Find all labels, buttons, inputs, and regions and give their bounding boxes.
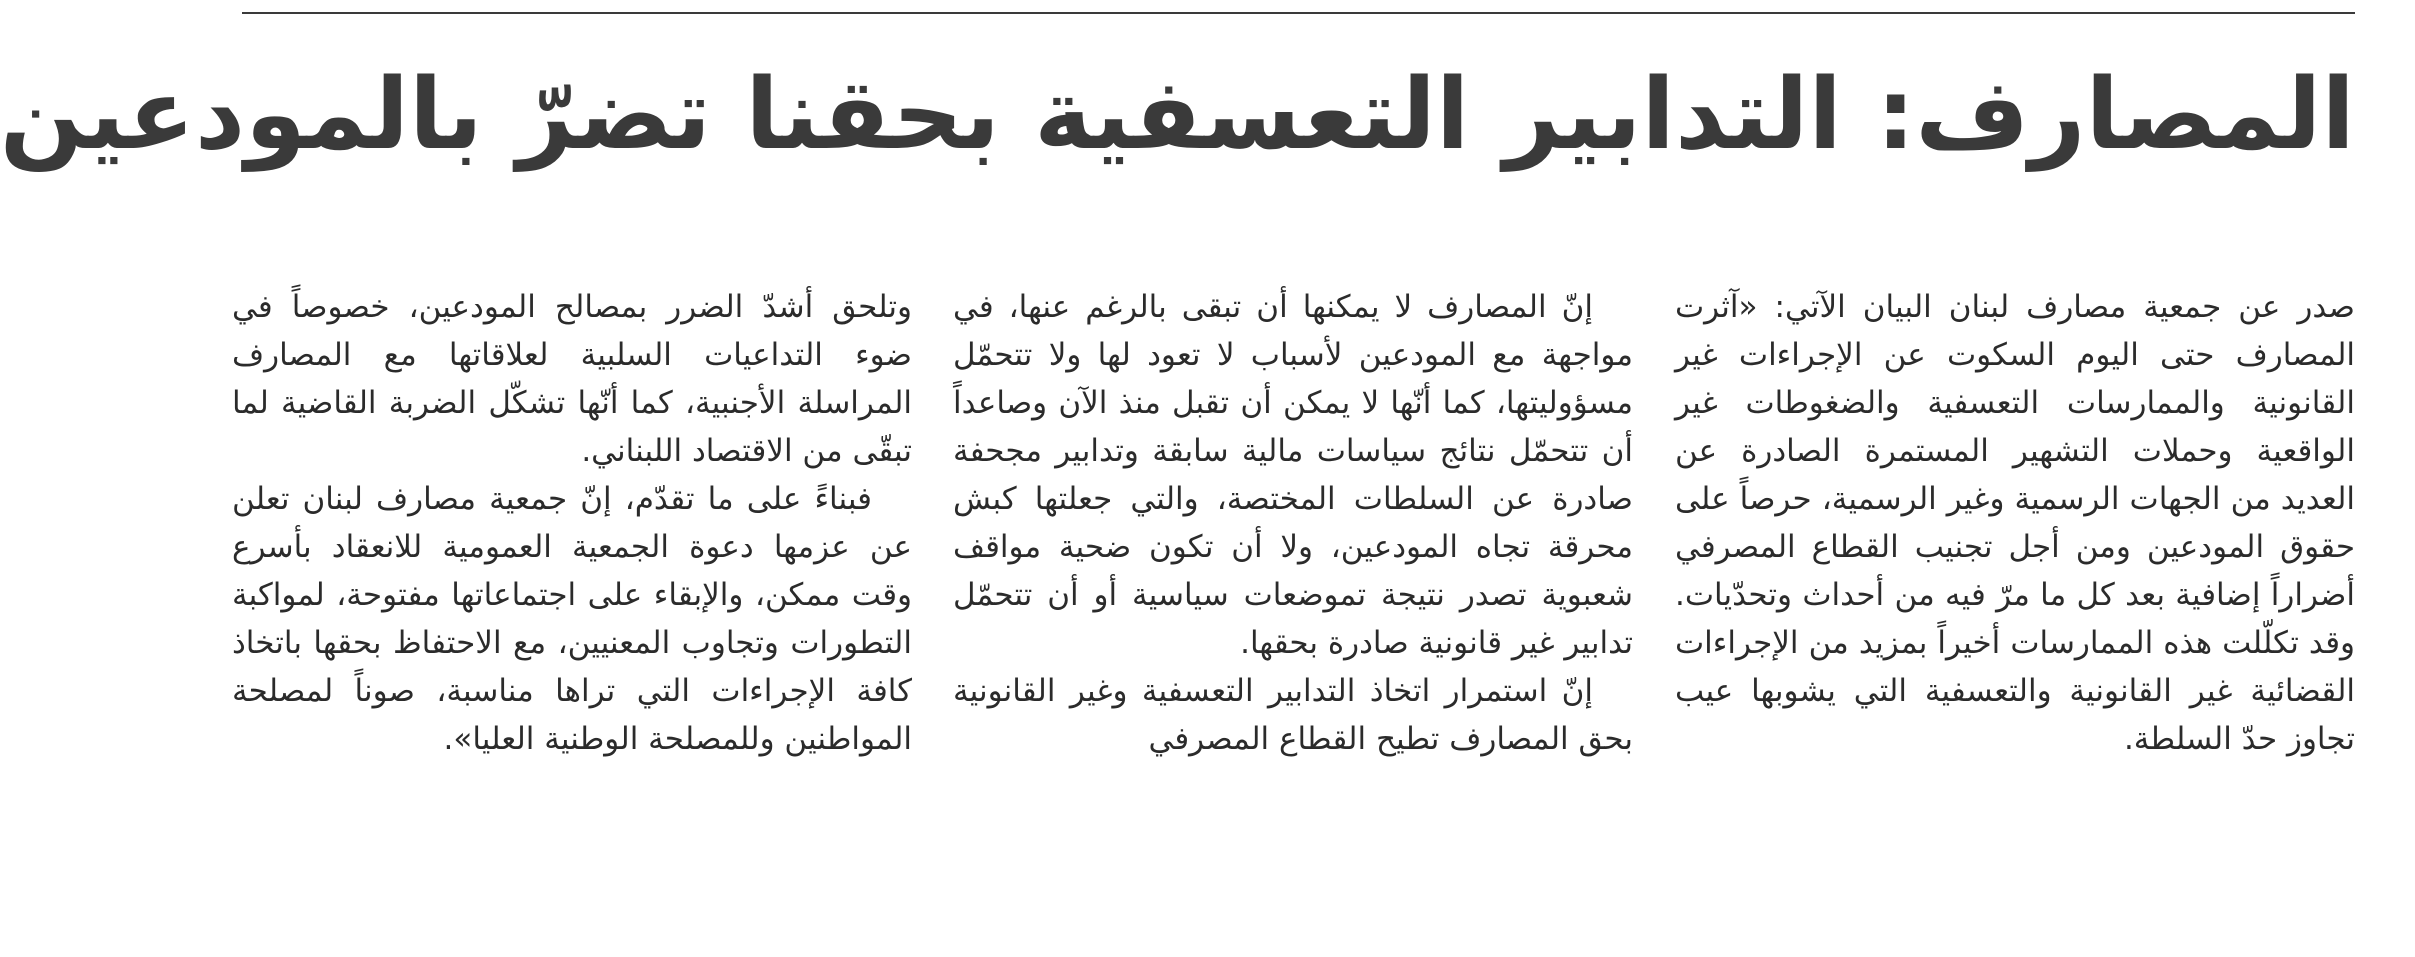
- article-column-1: [1675, 283, 2355, 883]
- article-column-3: [232, 283, 912, 883]
- article-columns: [232, 283, 2355, 883]
- column-1-paragraph-1: صدر عن جمعية مصارف لبنان البيان الآتي: «آثرت المصارف حتى اليوم السكوت عن الإجراءات غير القانونية والممارسات التعسفية والضغوطات غير الواقعية وحملات التشهير المستمرة الصادرة عن العديد من الجهات الرسمية وغير الرسمية، حرصاً على حقوق المودعين ومن أجل تجنيب القطاع المصرفي أضراراً إضافية بعد كل ما مرّ فيه من أحداث وتحدّيات. وقد تكلّلت هذه الممارسات أخيراً بمزيد من الإجراءات القضائية غير القانونية والتعسفية التي يشوبها عيب تجاوز حدّ السلطة.: [1675, 289, 2355, 757]
- headline: المصارف: التدابير التعسفية بحقنا تضرّ بالمودعين: [0, 58, 2355, 172]
- column-2-paragraph-2: إنّ استمرار اتخاذ التدابير التعسفية وغير القانونية بحق المصارف تطيح القطاع المصرفي: [953, 673, 1633, 757]
- column-3-paragraph-2: فبناءً على ما تقدّم، إنّ جمعية مصارف لبنان تعلن عن عزمها دعوة الجمعية العمومية للانعقاد بأسرع وقت ممكن، والإبقاء على اجتماعاتها مفتوحة، لمواكبة التطورات وتجاوب المعنيين، مع الاحتفاظ بحقها باتخاذ كافة الإجراءات التي تراها مناسبة، صوناً لمصلحة المواطنين وللمصلحة الوطنية العليا».: [232, 481, 912, 757]
- column-3-paragraph-1: وتلحق أشدّ الضرر بمصالح المودعين، خصوصاً في ضوء التداعيات السلبية لعلاقاتها مع المصارف المراسلة الأجنبية، كما أنّها تشكّل الضربة القاضية لما تبقّى من الاقتصاد اللبناني.: [232, 289, 912, 469]
- column-2-paragraph-1: إنّ المصارف لا يمكنها أن تبقى بالرغم عنها، في مواجهة مع المودعين لأسباب لا تعود لها ولا تتحمّل مسؤوليتها، كما أنّها لا يمكن أن تقبل منذ الآن وصاعداً أن تتحمّل نتائج سياسات مالية سابقة وتدابير مجحفة صادرة عن السلطات المختصة، والتي جعلتها كبش محرقة تجاه المودعين، ولا أن تكون ضحية مواقف شعبوية تصدر نتيجة تموضعات سياسية أو أن تتحمّل تدابير غير قانونية صادرة بحقها.: [953, 289, 1633, 661]
- top-rule: [242, 12, 2355, 14]
- article-column-2: [953, 283, 1633, 883]
